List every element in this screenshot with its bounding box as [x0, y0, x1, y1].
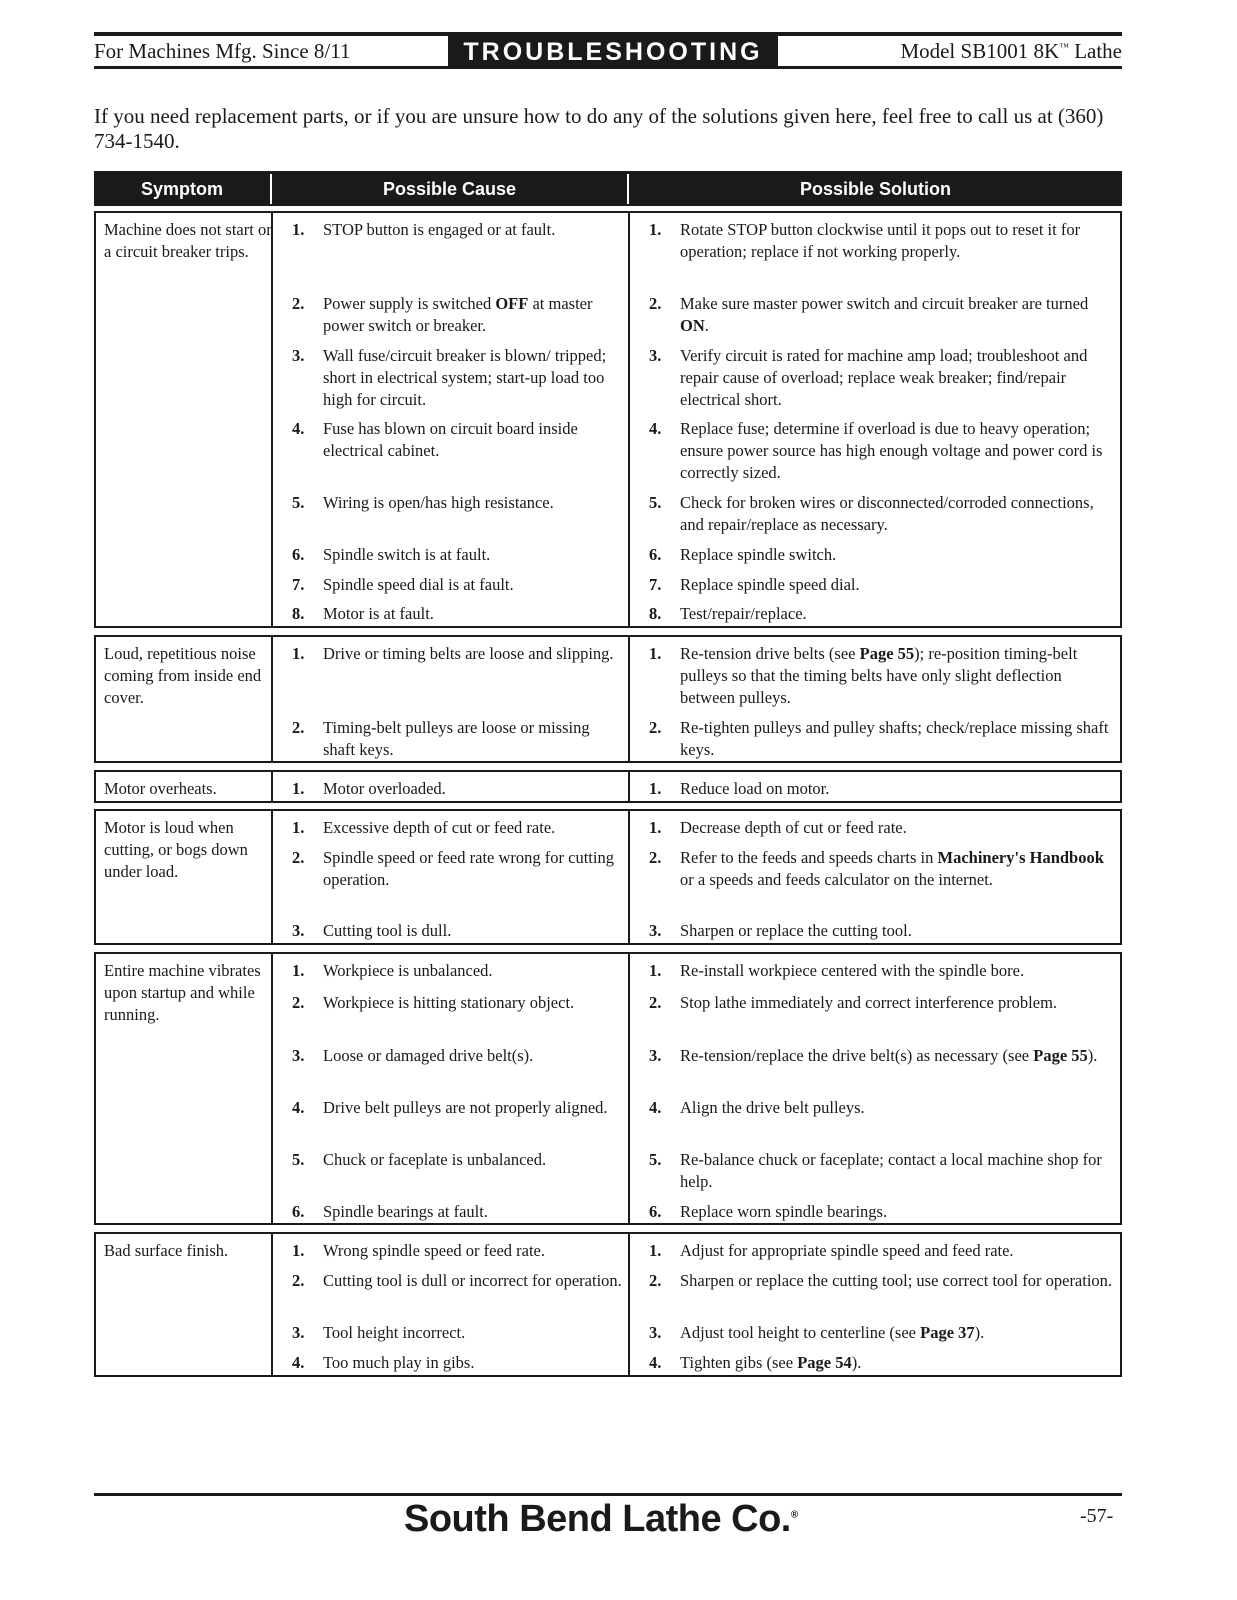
solution-number: 1. [649, 779, 662, 798]
cause-text: Cutting tool is dull. [323, 921, 452, 940]
solution-text: Verify circuit is rated for machine amp load; troubleshoot and repair cause of overload; replace weak breaker; find/repair electrical short. [680, 346, 1088, 409]
solution-text: Adjust for appropriate spindle speed and feed rate. [680, 1241, 1014, 1260]
solution-number: 1. [649, 818, 662, 837]
cause-number: 4. [292, 1098, 305, 1117]
cause-number: 4. [292, 1353, 305, 1372]
solution-text: Stop lathe immediately and correct interference problem. [680, 993, 1058, 1012]
cause-number: 1. [292, 1241, 305, 1260]
header-possible-solution: Possible Solution [799, 179, 951, 199]
solution-number: 1. [649, 961, 662, 980]
cause-text: Motor overloaded. [323, 779, 446, 798]
symptom-group [94, 635, 1122, 763]
solution-number: 8. [649, 604, 662, 623]
footer-rule [94, 1493, 1122, 1496]
cause-number: 7. [292, 575, 305, 594]
solution-number: 2. [649, 294, 662, 313]
cause-text: Spindle switch is at fault. [323, 545, 491, 564]
solution-number: 2. [649, 1271, 662, 1290]
symptom-text: Motor is loud when cutting, or bogs down under load. [104, 818, 248, 881]
cause-text: Excessive depth of cut or feed rate. [323, 818, 556, 837]
trademark-mark: ™ [1059, 42, 1069, 53]
column-divider [271, 211, 273, 628]
solution-text: Replace spindle switch. [680, 545, 837, 564]
symptom-group [94, 809, 1122, 945]
solution-number: 5. [649, 1150, 662, 1169]
cause-number: 2. [292, 294, 305, 313]
column-divider [628, 809, 630, 945]
cause-number: 2. [292, 848, 305, 867]
cause-text: Chuck or faceplate is unbalanced. [323, 1150, 547, 1169]
intro-paragraph: If you need replacement parts, or if you are unsure how to do any of the solutions given here, feel free to call us at (360) 734-1540. [94, 104, 1104, 153]
cause-number: 1. [292, 220, 305, 239]
cause-text: Motor is at fault. [323, 604, 434, 623]
solution-number: 4. [649, 1098, 662, 1117]
section-title: TROUBLESHOOTING [448, 32, 778, 69]
registered-mark: ® [790, 1509, 798, 1521]
cause-number: 5. [292, 493, 305, 512]
header-model-suffix: Lathe [1068, 39, 1122, 63]
cause-number: 1. [292, 644, 305, 663]
header-model-text: Model SB1001 8K [900, 39, 1060, 63]
cause-number: 1. [292, 818, 305, 837]
symptom-text: Motor overheats. [104, 779, 217, 798]
cause-number: 2. [292, 1271, 305, 1290]
solution-text: Refer to the feeds and speeds charts in Machinery's Handbook or a speeds and feeds calculator on the internet. [680, 848, 1104, 889]
solution-number: 3. [649, 1323, 662, 1342]
solution-number: 3. [649, 921, 662, 940]
column-divider [628, 952, 630, 1225]
cause-text: Too much play in gibs. [323, 1353, 475, 1372]
header-model [900, 39, 1122, 64]
page-number: -57- [1080, 1505, 1114, 1527]
solution-number: 6. [649, 545, 662, 564]
solution-number: 1. [649, 220, 662, 239]
cause-text: Drive or timing belts are loose and slipping. [323, 644, 614, 663]
cause-text: Cutting tool is dull or incorrect for operation. [323, 1271, 622, 1290]
solution-text: Rotate STOP button clockwise until it pops out to reset it for operation; replace if not working properly. [680, 220, 1081, 261]
cause-text: Workpiece is hitting stationary object. [323, 993, 575, 1012]
solution-text: Reduce load on motor. [680, 779, 830, 798]
solution-number: 3. [649, 1046, 662, 1065]
cause-number: 1. [292, 961, 305, 980]
cause-text: Wall fuse/circuit breaker is blown/ tripped; short in electrical system; start-up load too high for circuit. [323, 346, 607, 409]
cause-text: Tool height incorrect. [323, 1323, 466, 1342]
cause-number: 3. [292, 346, 305, 365]
symptom-group [94, 770, 1122, 803]
solution-number: 1. [649, 1241, 662, 1260]
cause-number: 6. [292, 545, 305, 564]
brand-name: South Bend Lathe Co. [404, 1498, 791, 1540]
cause-text: Workpiece is unbalanced. [323, 961, 493, 980]
solution-number: 1. [649, 644, 662, 663]
cause-text: Timing-belt pulleys are loose or missing shaft keys. [323, 718, 590, 759]
solution-text: Check for broken wires or disconnected/corroded connections, and repair/replace as necessary. [680, 493, 1094, 534]
page-header [94, 30, 1122, 72]
symptom-text: Machine does not start or a circuit breaker trips. [104, 220, 272, 261]
cause-number: 1. [292, 779, 305, 798]
solution-text: Sharpen or replace the cutting tool. [680, 921, 912, 940]
solution-number: 2. [649, 718, 662, 737]
table-header [94, 171, 1122, 206]
solution-text: Adjust tool height to centerline (see Page 37). [680, 1323, 985, 1342]
solution-text: Align the drive belt pulleys. [680, 1098, 865, 1117]
header-left-text: For Machines Mfg. Since 8/11 [94, 39, 351, 63]
solution-text: Replace spindle speed dial. [680, 575, 860, 594]
cause-number: 4. [292, 419, 305, 438]
cause-text: Drive belt pulleys are not properly aligned. [323, 1098, 608, 1117]
column-divider [628, 211, 630, 628]
symptom-group [94, 211, 1122, 628]
column-divider [628, 770, 630, 803]
solution-number: 7. [649, 575, 662, 594]
symptom-group [94, 952, 1122, 1225]
cause-number: 3. [292, 1046, 305, 1065]
cause-text: Spindle bearings at fault. [323, 1202, 488, 1221]
solution-number: 3. [649, 346, 662, 365]
cause-number: 3. [292, 1323, 305, 1342]
cause-text: Fuse has blown on circuit board inside electrical cabinet. [323, 419, 578, 460]
symptom-text: Bad surface finish. [104, 1241, 229, 1260]
cause-text: Wrong spindle speed or feed rate. [323, 1241, 546, 1260]
cause-number: 3. [292, 921, 305, 940]
column-divider [628, 1232, 630, 1377]
solution-text: Re-tension drive belts (see Page 55); re-position timing-belt pulleys so that the timing belts have only slight deflection between pulleys. [680, 644, 1078, 707]
column-divider [628, 635, 630, 763]
symptom-text: Loud, repetitious noise coming from inside end cover. [104, 644, 262, 707]
cause-text: STOP button is engaged or at fault. [323, 220, 556, 239]
solution-text: Make sure master power switch and circuit breaker are turned ON. [680, 294, 1089, 335]
solution-number: 4. [649, 419, 662, 438]
solution-text: Re-install workpiece centered with the spindle bore. [680, 961, 1025, 980]
symptom-text: Entire machine vibrates upon startup and while running. [104, 961, 261, 1024]
solution-text: Replace worn spindle bearings. [680, 1202, 888, 1221]
solution-text: Re-tighten pulleys and pulley shafts; check/replace missing shaft keys. [680, 718, 1109, 759]
brand-logo [404, 1498, 798, 1541]
cause-number: 8. [292, 604, 305, 623]
cause-number: 6. [292, 1202, 305, 1221]
cause-text: Spindle speed or feed rate wrong for cutting operation. [323, 848, 614, 889]
solution-text: Re-tension/replace the drive belt(s) as necessary (see Page 55). [680, 1046, 1098, 1065]
solution-text: Tighten gibs (see Page 54). [680, 1353, 862, 1372]
cause-number: 2. [292, 718, 305, 737]
cause-text: Loose or damaged drive belt(s). [323, 1046, 534, 1065]
solution-number: 6. [649, 1202, 662, 1221]
cause-number: 5. [292, 1150, 305, 1169]
cause-text: Power supply is switched OFF at master power switch or breaker. [323, 294, 593, 335]
solution-text: Decrease depth of cut or feed rate. [680, 818, 907, 837]
solution-number: 2. [649, 848, 662, 867]
cause-text: Wiring is open/has high resistance. [323, 493, 554, 512]
solution-number: 5. [649, 493, 662, 512]
header-possible-cause: Possible Cause [382, 179, 517, 199]
cause-text: Spindle speed dial is at fault. [323, 575, 514, 594]
header-symptom: Symptom [140, 179, 223, 199]
cause-number: 2. [292, 993, 305, 1012]
solution-text: Sharpen or replace the cutting tool; use correct tool for operation. [680, 1271, 1113, 1290]
symptom-group [94, 1232, 1122, 1377]
solution-number: 4. [649, 1353, 662, 1372]
solution-text: Test/repair/replace. [680, 604, 807, 623]
solution-number: 2. [649, 993, 662, 1012]
solution-text: Re-balance chuck or faceplate; contact a local machine shop for help. [680, 1150, 1102, 1191]
solution-text: Replace fuse; determine if overload is due to heavy operation; ensure power source has high enough voltage and power cord is correctly sized. [680, 419, 1103, 482]
